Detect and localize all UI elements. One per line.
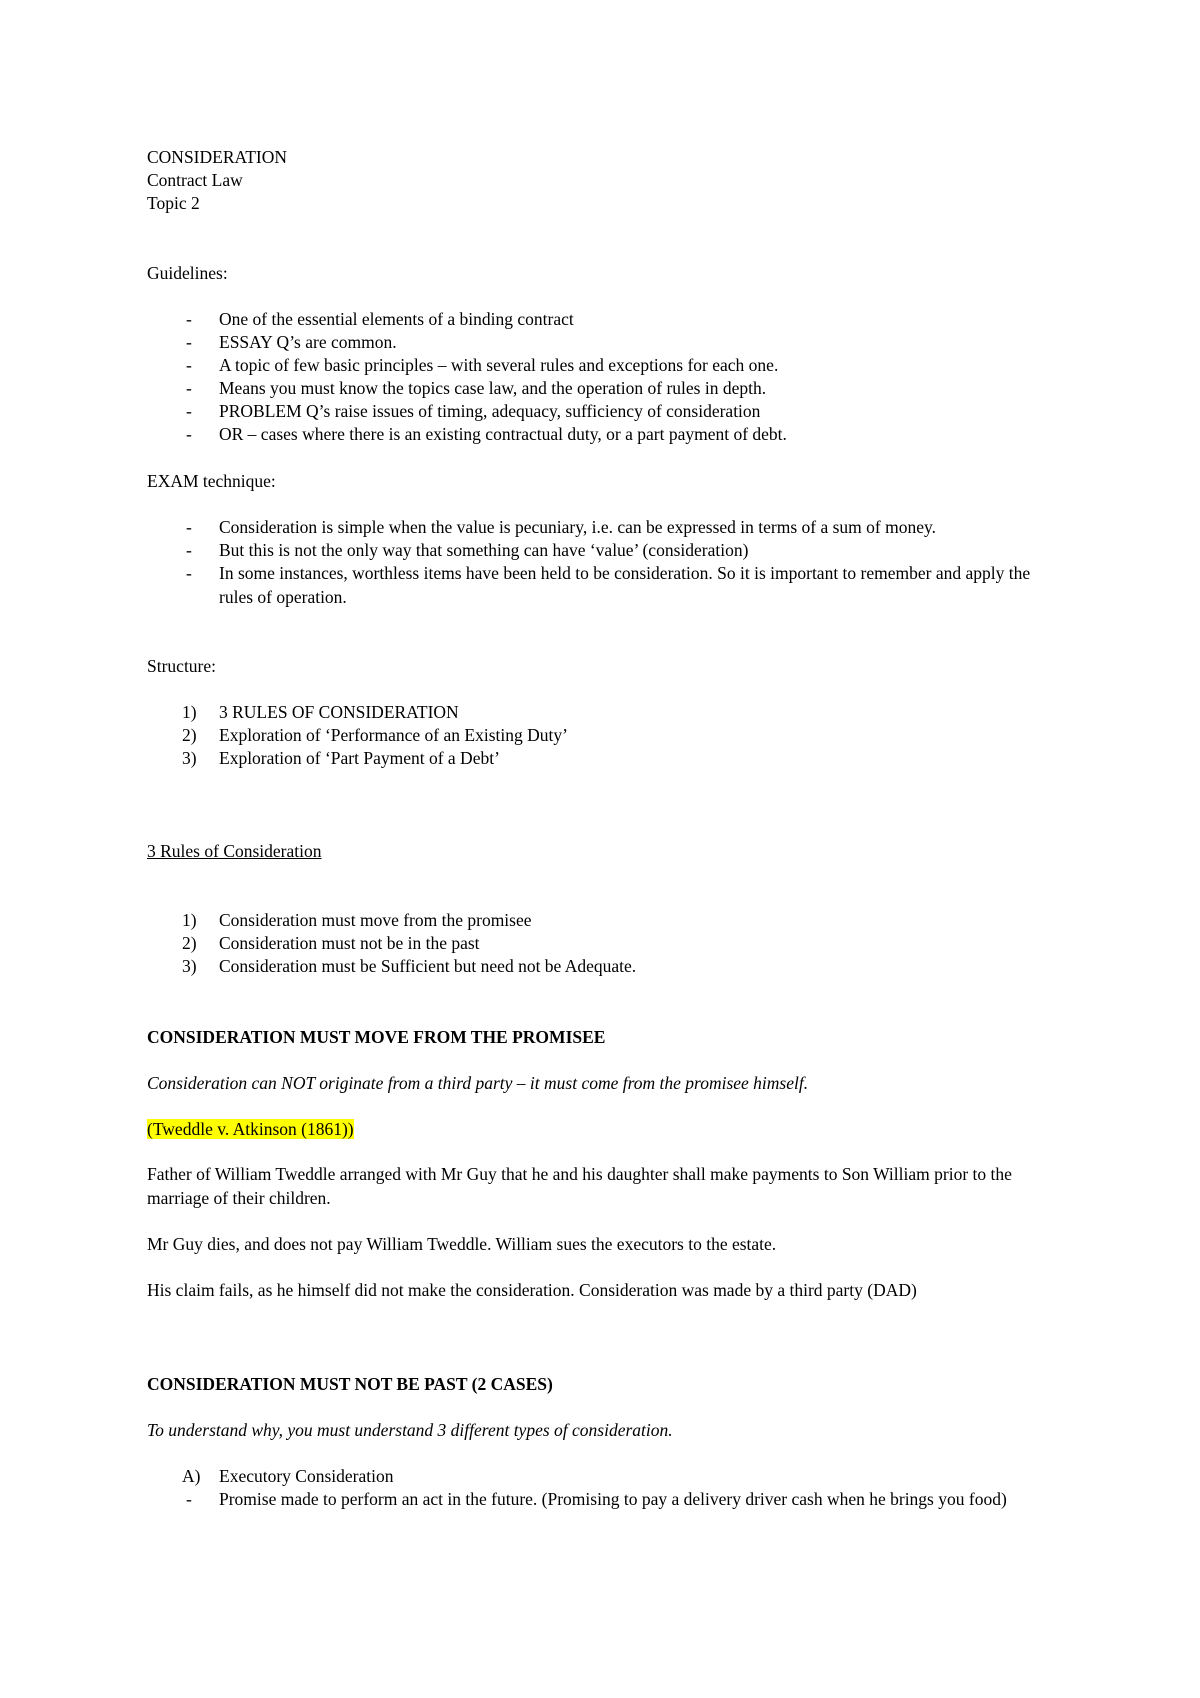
- list-item-text: Exploration of ‘Performance of an Existing Duty’: [219, 725, 568, 745]
- paragraph: Mr Guy dies, and does not pay William Tweddle. William sues the executors to the estate.: [147, 1234, 777, 1254]
- list-item-text: OR – cases where there is an existing contractual duty, or a part payment of debt.: [219, 424, 787, 444]
- list-item-text: Consideration is simple when the value is pecuniary, i.e. can be expressed in terms of a sum of money.: [219, 517, 936, 537]
- list-item: [147, 724, 1067, 748]
- document-topic: Topic 2: [147, 193, 200, 213]
- list-item-text: Promise made to perform an act in the future. (Promising to pay a delivery driver cash when he brings you food): [219, 1489, 1007, 1509]
- document-title: CONSIDERATION: [147, 147, 287, 167]
- list-item-text: ESSAY Q’s are common.: [219, 332, 397, 352]
- list-item-text: 3 RULES OF CONSIDERATION: [219, 702, 459, 722]
- list-item-number: 3): [182, 748, 197, 768]
- list-item-text: Exploration of ‘Part Payment of a Debt’: [219, 748, 500, 768]
- list-item: [147, 909, 1067, 933]
- list-item: [147, 516, 1067, 540]
- list-item: [147, 354, 1067, 378]
- list-item-number: 3): [182, 956, 197, 976]
- bullet-dash: -: [186, 332, 192, 352]
- list-item-number: 2): [182, 725, 197, 745]
- list-item: [147, 701, 1067, 725]
- list-item-text: One of the essential elements of a binding contract: [219, 309, 574, 329]
- list-item-text: Consideration must not be in the past: [219, 933, 480, 953]
- bullet-dash: -: [186, 378, 192, 398]
- list-item: [147, 932, 1067, 956]
- list-item: [147, 1465, 1067, 1489]
- list-item-text: But this is not the only way that something can have ‘value’ (consideration): [219, 540, 749, 560]
- bullet-dash: -: [186, 309, 192, 329]
- list-item: [147, 562, 1067, 609]
- list-item-text: Consideration must move from the promisee: [219, 910, 532, 930]
- list-item: [147, 423, 1067, 447]
- paragraph: His claim fails, as he himself did not make the consideration. Consideration was made by a third party (DAD): [147, 1280, 917, 1300]
- list-item: [147, 955, 1067, 979]
- list-item: [147, 377, 1067, 401]
- list-item-number: 2): [182, 933, 197, 953]
- bullet-dash: -: [186, 1489, 192, 1509]
- section-intro-promisee: Consideration can NOT originate from a third party – it must come from the promisee himself.: [147, 1073, 809, 1093]
- list-item: [147, 308, 1067, 332]
- paragraph: Father of William Tweddle arranged with Mr Guy that he and his daughter shall make payments to Son William prior to the marriage of their children.: [147, 1164, 1012, 1208]
- bullet-dash: -: [186, 401, 192, 421]
- list-item-number: 1): [182, 910, 197, 930]
- list-item-text: A topic of few basic principles – with several rules and exceptions for each one.: [219, 355, 779, 375]
- bullet-dash: -: [186, 563, 192, 583]
- section-intro-past: To understand why, you must understand 3 different types of consideration.: [147, 1420, 673, 1440]
- list-item-text: Consideration must be Sufficient but need not be Adequate.: [219, 956, 637, 976]
- guidelines-heading: Guidelines:: [147, 263, 228, 283]
- document-subject: Contract Law: [147, 170, 243, 190]
- list-item: [147, 400, 1067, 424]
- rules-heading: 3 Rules of Consideration: [147, 841, 322, 861]
- list-item-text: Means you must know the topics case law, and the operation of rules in depth.: [219, 378, 767, 398]
- list-item-text: Executory Consideration: [219, 1466, 394, 1486]
- list-item: [147, 1488, 1067, 1512]
- section-heading-promisee: CONSIDERATION MUST MOVE FROM THE PROMISEE: [147, 1027, 606, 1047]
- list-item: [147, 331, 1067, 355]
- list-item: [147, 539, 1067, 563]
- list-item: [147, 747, 1067, 771]
- exam-heading: EXAM technique:: [147, 471, 276, 491]
- section-heading-past: CONSIDERATION MUST NOT BE PAST (2 CASES): [147, 1374, 553, 1394]
- bullet-dash: -: [186, 424, 192, 444]
- list-item-text: PROBLEM Q’s raise issues of timing, adequacy, sufficiency of consideration: [219, 401, 761, 421]
- list-item-number: 1): [182, 702, 197, 722]
- bullet-dash: -: [186, 355, 192, 375]
- structure-heading: Structure:: [147, 656, 217, 676]
- case-citation-highlight: (Tweddle v. Atkinson (1861)): [147, 1119, 354, 1139]
- bullet-dash: -: [186, 540, 192, 560]
- case-citation: [147, 1118, 354, 1140]
- list-item-letter: A): [182, 1466, 201, 1486]
- bullet-dash: -: [186, 517, 192, 537]
- list-item-text: In some instances, worthless items have been held to be consideration. So it is important to remember and apply the rules of operation.: [219, 563, 1031, 607]
